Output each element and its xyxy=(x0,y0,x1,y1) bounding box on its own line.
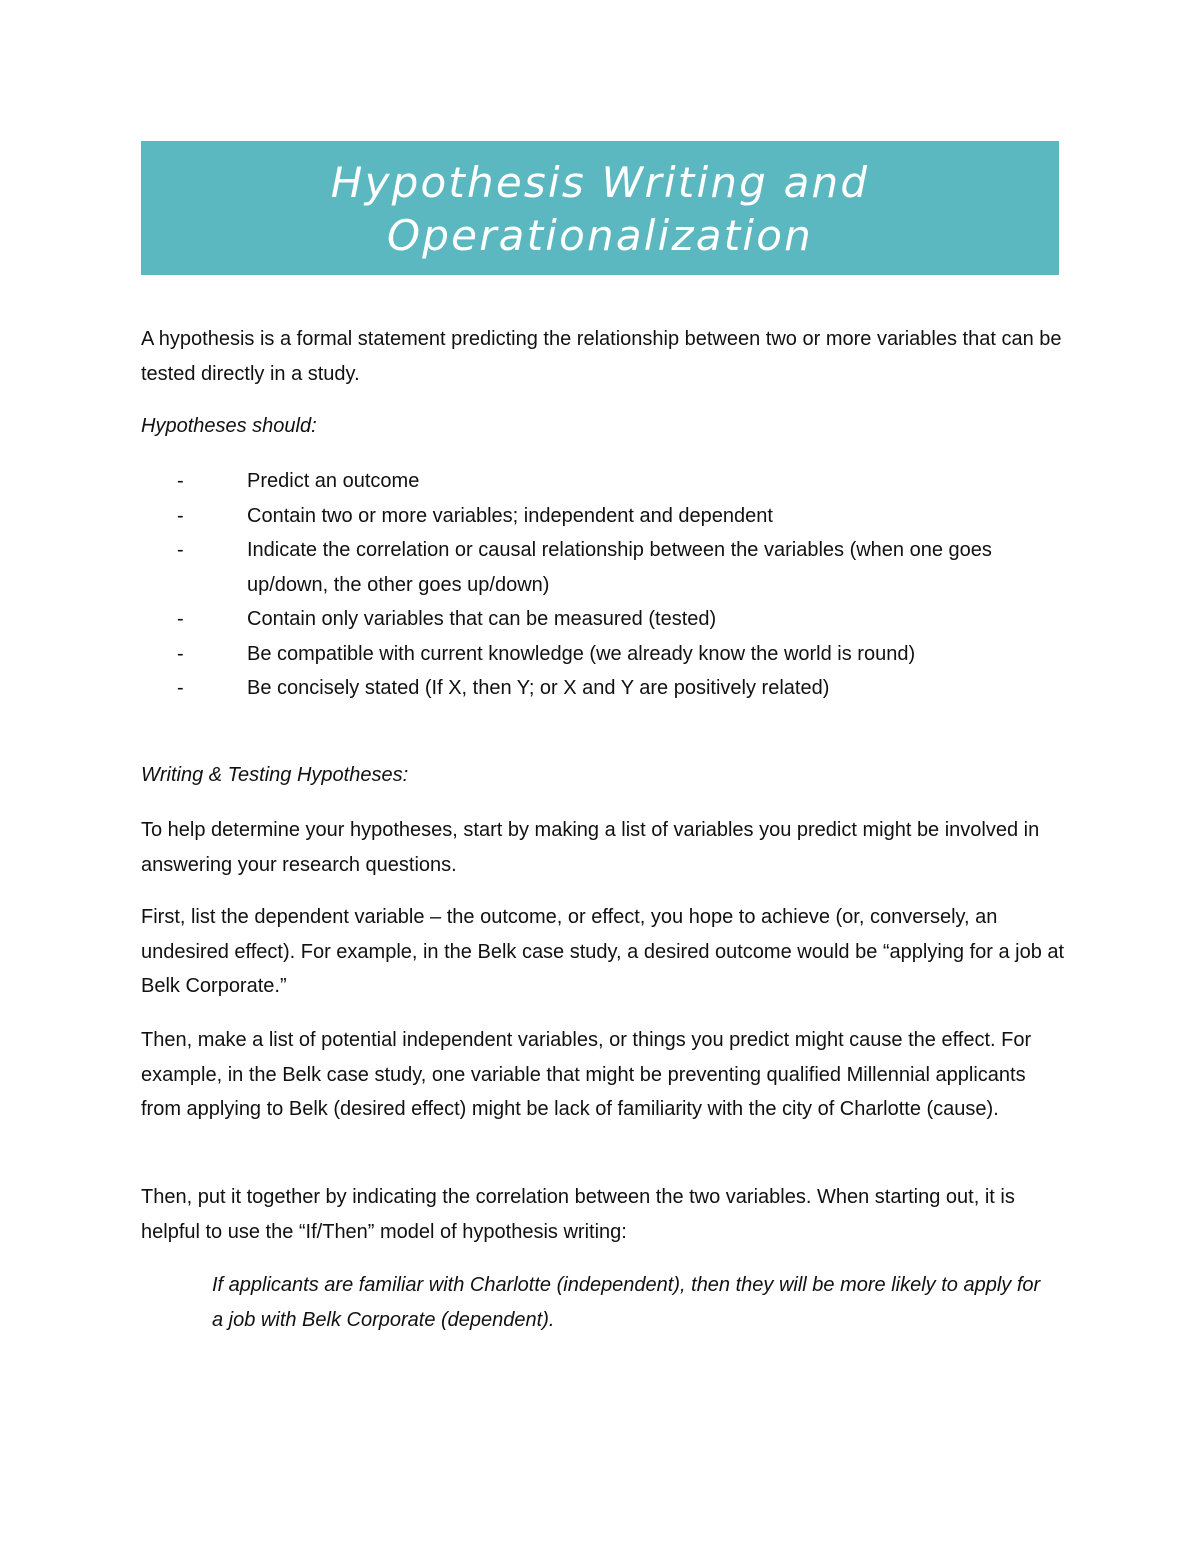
list-item xyxy=(141,637,1066,672)
title-banner xyxy=(141,141,1059,275)
bullet-dash: - xyxy=(177,539,184,561)
list-item xyxy=(141,533,1066,602)
paragraph-correlation: Then, put it together by indicating the correlation between the two variables. When starting out, it is helpful to use the “If/Then” model of hypothesis writing: xyxy=(141,1186,1015,1243)
list-item-text: Predict an outcome xyxy=(247,470,420,492)
list-item xyxy=(141,464,1066,499)
hypotheses-should-label: Hypotheses should: xyxy=(141,415,317,437)
list-item-text: Be concisely stated (If X, then Y; or X and Y are positively related) xyxy=(247,677,830,699)
bullet-dash: - xyxy=(177,504,184,527)
list-item-text: Indicate the correlation or causal relationship between the variables (when one goes up/down, the other goes up/down) xyxy=(247,539,992,596)
bullet-dash: - xyxy=(177,642,184,665)
paragraph-list-variables: To help determine your hypotheses, start by making a list of variables you predict might be involved in answering your research questions. xyxy=(141,819,1040,876)
bullet-dash: - xyxy=(177,470,184,492)
hypotheses-criteria-list xyxy=(141,464,1066,706)
list-item xyxy=(141,499,1066,534)
list-item-text: Be compatible with current knowledge (we already know the world is round) xyxy=(247,642,916,665)
document-title: Hypothesis Writing and Operationalization xyxy=(330,158,870,260)
bullet-dash: - xyxy=(177,608,184,630)
intro-paragraph: A hypothesis is a formal statement predicting the relationship between two or more variables that can be tested directly in a study. xyxy=(141,328,1062,385)
list-item-text: Contain only variables that can be measured (tested) xyxy=(247,608,717,630)
paragraph-dependent-variable: First, list the dependent variable – the outcome, or effect, you hope to achieve (or, conversely, an undesired effect). For example, in the Belk case study, a desired outcome would be “applying for a job at Belk Corporate.” xyxy=(141,906,1065,997)
example-hypothesis: If applicants are familiar with Charlotte (independent), then they will be more likely to apply for a job with Belk Corporate (dependent). xyxy=(212,1274,1041,1331)
list-item xyxy=(141,602,1066,637)
list-item xyxy=(141,671,1066,706)
writing-testing-label: Writing & Testing Hypotheses: xyxy=(141,764,409,786)
bullet-dash: - xyxy=(177,677,184,699)
list-item-text: Contain two or more variables; independent and dependent xyxy=(247,504,773,527)
paragraph-independent-variables: Then, make a list of potential independent variables, or things you predict might cause the effect. For example, in the Belk case study, one variable that might be preventing qualified Millennial applicants from applying to Belk (desired effect) might be lack of familiarity with the city of Charlotte (cause). xyxy=(141,1029,1032,1120)
